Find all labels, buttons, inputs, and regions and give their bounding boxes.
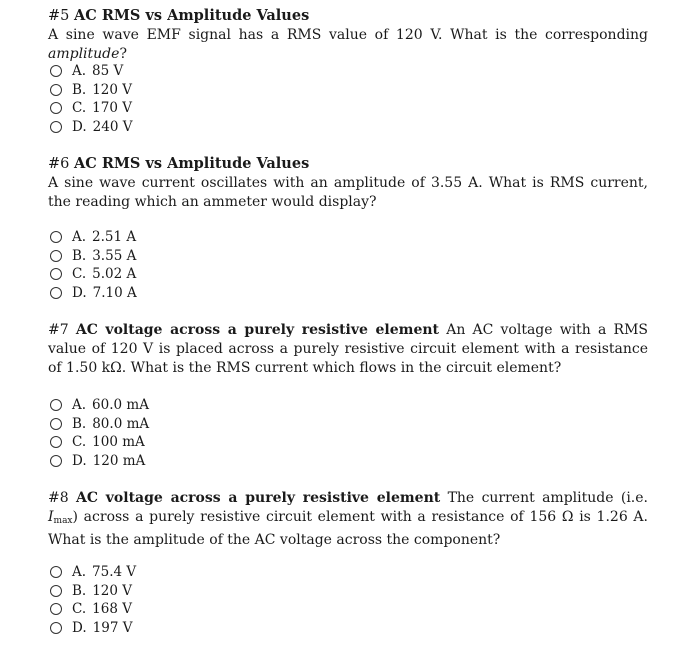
option-5a[interactable]: A. 85 V — [48, 62, 132, 81]
radio-circle-icon[interactable] — [50, 566, 62, 578]
option-5d[interactable]: D. 240 V — [48, 118, 132, 137]
question-5-title: AC RMS vs Amplitude Values — [73, 7, 310, 24]
radio-circle-icon[interactable] — [50, 268, 62, 280]
radio-circle-icon[interactable] — [50, 399, 62, 411]
option-6b[interactable]: B. 3.55 A — [48, 247, 137, 266]
option-6c[interactable]: C. 5.02 A — [48, 265, 137, 284]
option-6a[interactable]: A. 2.51 A — [48, 228, 137, 247]
question-5-number: #5 — [48, 8, 70, 24]
question-8-options — [48, 563, 136, 637]
question-7-number: #7 — [48, 322, 69, 338]
radio-circle-icon[interactable] — [50, 65, 62, 77]
option-8c[interactable]: C. 168 V — [48, 600, 136, 619]
radio-circle-icon[interactable] — [50, 250, 62, 262]
radio-circle-icon[interactable] — [50, 455, 62, 467]
question-5 — [48, 6, 648, 135]
question-6-number: #6 — [48, 156, 70, 172]
option-5b[interactable]: B. 120 V — [48, 81, 132, 100]
option-7a[interactable]: A. 60.0 mA — [48, 396, 149, 415]
question-8-prompt: The current amplitude (i.e. $I_{max}$) across a purely resistive circuit element with a resistance of 156 Ω is 1.26 A. What is the amplitude of the AC voltage across the component? — [48, 490, 648, 548]
question-7-options — [48, 396, 149, 470]
radio-circle-icon[interactable] — [50, 102, 62, 114]
question-5-heading — [48, 6, 648, 26]
radio-circle-icon[interactable] — [50, 603, 62, 615]
question-7-title: AC voltage across a purely resistive element — [75, 322, 440, 338]
radio-circle-icon[interactable] — [50, 231, 62, 243]
option-8d[interactable]: D. 197 V — [48, 619, 136, 638]
question-6-options — [48, 228, 137, 302]
question-6-prompt: A sine wave current oscillates with an amplitude of 3.55 A. What is RMS current, the reading which an ammeter would display? — [48, 175, 648, 210]
radio-circle-icon[interactable] — [50, 418, 62, 430]
radio-circle-icon[interactable] — [50, 585, 62, 597]
radio-circle-icon[interactable] — [50, 287, 62, 299]
question-5-prompt: A sine wave EMF signal has a RMS value of 120 V. What is the corresponding amplitude? — [48, 27, 648, 62]
radio-circle-icon[interactable] — [50, 622, 62, 634]
option-6d[interactable]: D. 7.10 A — [48, 284, 137, 303]
option-7d[interactable]: D. 120 mA — [48, 452, 149, 471]
radio-circle-icon[interactable] — [50, 121, 62, 133]
question-8-heading — [48, 489, 648, 550]
question-6 — [48, 154, 648, 301]
option-8a[interactable]: A. 75.4 V — [48, 563, 136, 582]
question-7 — [48, 321, 648, 469]
question-7-prompt: An AC voltage with a RMS value of 120 V is placed across a purely resistive circuit element with a resistance of 1.50 kΩ. What is the RMS current which flows in the circuit element? — [48, 322, 648, 376]
radio-circle-icon[interactable] — [50, 84, 62, 96]
radio-circle-icon[interactable] — [50, 436, 62, 448]
question-8 — [48, 489, 648, 636]
option-7c[interactable]: C. 100 mA — [48, 433, 149, 452]
question-6-title: AC RMS vs Amplitude Values — [73, 155, 310, 172]
option-5c[interactable]: C. 170 V — [48, 99, 132, 118]
question-8-number: #8 — [48, 490, 69, 506]
question-5-options — [48, 62, 132, 136]
question-6-heading — [48, 154, 648, 174]
question-8-title: AC voltage across a purely resistive element — [76, 490, 441, 506]
question-7-heading — [48, 321, 648, 378]
option-8b[interactable]: B. 120 V — [48, 582, 136, 601]
option-7b[interactable]: B. 80.0 mA — [48, 415, 149, 434]
